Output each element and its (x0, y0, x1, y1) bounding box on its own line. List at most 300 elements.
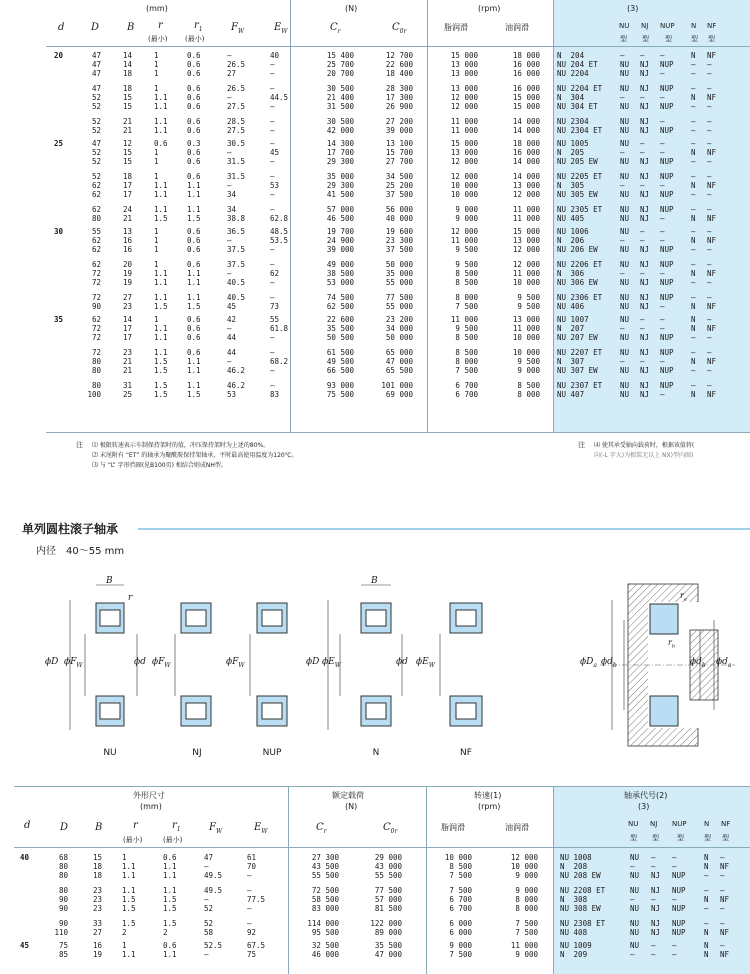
cell-r: 1.1 (154, 293, 168, 302)
cell-B: 24 (122, 205, 132, 214)
cell-r1: 1.1 (187, 381, 201, 390)
table-row (0, 870, 750, 882)
cell-oil: 12 000 (512, 245, 540, 254)
cell-nj: — (640, 148, 645, 157)
cell-code: NU 406 (557, 302, 585, 311)
cell-D: 62 (91, 315, 101, 324)
cell-nup: — (672, 862, 677, 871)
cell-n: N (691, 51, 696, 60)
cell-Fw: 40.5 (227, 278, 246, 287)
cell-r: 1 (154, 157, 159, 166)
cell-Fw: — (227, 181, 232, 190)
cell-nu: NU (630, 871, 640, 880)
cell-B: 15 (122, 93, 132, 102)
cell-nf: — (720, 919, 725, 928)
cell-nup: — (660, 117, 665, 126)
cell-D: 52 (91, 117, 101, 126)
cell-grease: 8 500 (455, 333, 478, 342)
cell-nj: — (651, 853, 656, 862)
cell-C0r: 29 000 (374, 853, 402, 862)
cell-code: NU 1008 (560, 853, 592, 862)
cell-Cr: 35 000 (326, 172, 354, 181)
cell-C0r: 47 000 (374, 950, 402, 959)
cell-r1: 0.6 (187, 157, 201, 166)
cell-B: 15 (92, 853, 102, 862)
cell-Cr: 20 700 (326, 69, 354, 78)
cell-code: NU 2307 ET (557, 381, 603, 390)
cell-Cr: 31 500 (326, 102, 354, 111)
cell-nj: NJ (640, 69, 650, 78)
cell-Cr: 42 000 (326, 126, 354, 135)
fig-nu-r: r (128, 593, 133, 603)
cell-nf: — (707, 348, 712, 357)
cell-nu: NU (620, 139, 630, 148)
cell-B: 31 (122, 381, 132, 390)
cell-r: 0.6 (154, 139, 168, 148)
cell-code: N 208 (560, 862, 588, 871)
cell-grease: 15 000 (450, 139, 478, 148)
top-bearing-table (0, 0, 750, 440)
cell-code: NU 2206 ET (557, 260, 603, 269)
cell-B: 18 (122, 172, 132, 181)
cell-code: NU 2308 ET (560, 919, 606, 928)
cell-r1: 0.6 (187, 315, 201, 324)
cell-n: — (691, 333, 696, 342)
speed-unit: (rpm) (478, 4, 501, 13)
cell-C0r: 50 000 (385, 333, 413, 342)
cell-grease: 12 000 (450, 172, 478, 181)
cell-oil: 11 000 (512, 214, 540, 223)
cell-Ew: — (270, 172, 275, 181)
col-Cr: $C_r$ (330, 22, 341, 35)
cell-C0r: 43 000 (374, 862, 402, 871)
cell-nu: — (620, 236, 625, 245)
cell-Fw: 46.2 (227, 381, 246, 390)
cell-oil: 8 000 (515, 904, 538, 913)
cell-D: 47 (91, 139, 101, 148)
cell-code: NU 2304 (557, 117, 589, 126)
cell-nu: NU (620, 245, 630, 254)
cell-B: 21 (122, 126, 132, 135)
col-Ew: $E_W$ (274, 22, 288, 35)
cell-nj: — (651, 941, 656, 950)
note-label-right: 注 (578, 441, 585, 449)
cell-nup: — (660, 51, 665, 60)
cell-nj: NJ (640, 60, 650, 69)
cell-Ew: 44.5 (270, 93, 289, 102)
cell-Cr: 14 300 (326, 139, 354, 148)
cell-Ew: — (270, 333, 275, 342)
b-col-oil: 油润滑 (505, 823, 529, 832)
cell-code: N 308 (560, 895, 588, 904)
cell-Fw: — (227, 269, 232, 278)
cell-B: 18 (122, 69, 132, 78)
cell-Ew: — (247, 919, 252, 928)
housing-ring-top (650, 604, 678, 634)
cell-code: NU 1007 (557, 315, 589, 324)
cell-nup: NUP (660, 84, 674, 93)
cell-Fw: 34 (227, 205, 237, 214)
cell-r: 1.1 (154, 117, 168, 126)
cell-Cr: 74 500 (326, 293, 354, 302)
cell-nj: — (640, 227, 645, 236)
note-4: ⑷ 使其承受轴向载荷时，根据该值将( (594, 442, 695, 449)
cell-Fw: 27 (227, 69, 237, 78)
cell-C0r: 26 900 (385, 102, 413, 111)
cell-d: 20 (54, 51, 64, 60)
cell-nup: NUP (672, 904, 686, 913)
cell-grease: 8 000 (455, 293, 478, 302)
b-col-nu: NU (628, 820, 639, 828)
cell-n: — (704, 904, 709, 913)
cell-r1: 1.5 (163, 904, 177, 913)
cell-Ew: — (270, 348, 275, 357)
cell-Ew: 73 (270, 302, 280, 311)
cell-nu: NU (620, 69, 630, 78)
cell-oil: 12 000 (510, 853, 538, 862)
cell-C0r: 50 000 (385, 260, 413, 269)
cell-grease: 7 500 (449, 950, 472, 959)
cell-Cr: 72 500 (311, 886, 339, 895)
cell-nf: NF (707, 51, 717, 60)
cell-nj: — (651, 862, 656, 871)
cell-n: N (691, 315, 696, 324)
cell-nj: NJ (640, 102, 650, 111)
cell-d: 45 (20, 941, 30, 950)
cell-grease: 7 500 (449, 871, 472, 880)
cell-nf: — (707, 260, 712, 269)
cell-code: NU 2305 ET (557, 205, 603, 214)
cell-nup: NUP (660, 126, 674, 135)
cell-B: 18 (92, 871, 102, 880)
cell-B: 17 (122, 324, 132, 333)
table-row (0, 332, 750, 344)
cell-r1: 0.6 (187, 245, 201, 254)
b-col-d: d (24, 820, 31, 831)
cell-Ew: 62 (270, 269, 280, 278)
cell-Fw: 49.5 (204, 871, 223, 880)
cell-r: 1.1 (154, 93, 168, 102)
b-col-nup: NUP (672, 820, 687, 828)
cell-nup: — (660, 302, 665, 311)
cell-nu: NU (620, 333, 630, 342)
cell-D: 72 (91, 348, 101, 357)
cell-C0r: 56 000 (385, 205, 413, 214)
cell-C0r: 19 600 (385, 227, 413, 236)
cell-nf: — (720, 886, 725, 895)
b-col-D: D (60, 822, 69, 833)
cell-Ew: 77.5 (247, 895, 266, 904)
cell-C0r: 101 000 (381, 381, 413, 390)
cell-Ew: 48.5 (270, 227, 289, 236)
cell-nf: NF (707, 148, 717, 157)
cell-grease: 12 000 (450, 227, 478, 236)
cell-nf: — (707, 117, 712, 126)
cell-grease: 9 500 (455, 245, 478, 254)
cell-nj: NJ (640, 205, 650, 214)
cell-D: 80 (58, 862, 68, 871)
cell-D: 62 (91, 260, 101, 269)
cell-code: NU 304 ET (557, 102, 598, 111)
cell-C0r: 77 500 (374, 886, 402, 895)
cell-grease: 13 000 (450, 69, 478, 78)
cell-oil: 16 000 (512, 148, 540, 157)
cell-D: 47 (91, 69, 101, 78)
cell-B: 18 (92, 862, 102, 871)
cell-oil: 16 000 (512, 69, 540, 78)
cell-nj: NJ (640, 278, 650, 287)
load-unit: (N) (345, 4, 358, 13)
cell-r1: 1.1 (163, 871, 177, 880)
cell-r1: 1.1 (187, 181, 201, 190)
cell-n: — (691, 227, 696, 236)
cell-n: N (704, 853, 709, 862)
cell-r: 1.5 (154, 214, 168, 223)
cell-D: 72 (91, 269, 101, 278)
cell-r: 1.1 (154, 333, 168, 342)
cell-Fw: 52.5 (204, 941, 223, 950)
cell-oil: 8 000 (517, 390, 540, 399)
cell-n: N (691, 214, 696, 223)
cell-r1: 0.6 (187, 51, 201, 60)
cell-nu: — (630, 895, 635, 904)
cell-D: 80 (58, 871, 68, 880)
cell-B: 23 (92, 886, 102, 895)
cell-nup: — (660, 181, 665, 190)
cell-nj: — (640, 357, 645, 366)
cell-nup: NUP (660, 260, 674, 269)
cell-n: — (691, 205, 696, 214)
cell-Cr: 57 000 (326, 205, 354, 214)
cell-Ew: — (270, 117, 275, 126)
cell-nj: — (640, 51, 645, 60)
cell-r: 1 (122, 941, 127, 950)
cell-r1: 0.6 (187, 69, 201, 78)
b-col-r1: $r_1$ (172, 820, 181, 833)
cell-nf: — (707, 205, 712, 214)
cell-nf: NF (707, 236, 717, 245)
cell-Cr: 32 500 (311, 941, 339, 950)
cell-nu: — (620, 51, 625, 60)
cell-Ew: 68.2 (270, 357, 289, 366)
cell-nf: — (707, 84, 712, 93)
cell-nup: NUP (672, 871, 686, 880)
b-load-group: 额定载荷 (332, 791, 364, 800)
cell-Cr: 66 500 (326, 366, 354, 375)
cell-B: 15 (122, 157, 132, 166)
table-row (0, 68, 750, 80)
cell-nj: — (651, 950, 656, 959)
cell-nu: — (630, 862, 635, 871)
cell-C0r: 34 000 (385, 324, 413, 333)
cell-nf: NF (707, 93, 717, 102)
cell-r: 1.1 (154, 324, 168, 333)
cell-nj: — (640, 269, 645, 278)
cell-nj: NJ (651, 928, 661, 937)
cell-oil: 14 000 (512, 117, 540, 126)
cell-C0r: 23 300 (385, 236, 413, 245)
cell-nup: — (660, 390, 665, 399)
cell-C0r: 55 000 (385, 278, 413, 287)
cell-C0r: 122 000 (370, 919, 402, 928)
col-r-min: (最小) (148, 35, 168, 43)
cell-nu: NU (630, 919, 640, 928)
cell-nup: NUP (660, 102, 674, 111)
cell-nu: NU (620, 315, 630, 324)
cell-oil: 16 000 (512, 60, 540, 69)
cell-r1: 0.6 (187, 260, 201, 269)
cell-nu: NU (620, 293, 630, 302)
cell-nup: NUP (660, 333, 674, 342)
fig-house-rb: $r_b$ (668, 638, 676, 650)
cell-Fw: — (227, 93, 232, 102)
cell-r1: 0.6 (187, 93, 201, 102)
cell-nu: NU (620, 366, 630, 375)
b-col-nj: NJ (650, 820, 658, 828)
cell-nj: — (640, 93, 645, 102)
cell-nu: NU (620, 214, 630, 223)
cell-Ew: — (270, 366, 275, 375)
cell-nj: NJ (640, 172, 650, 181)
cell-Cr: 25 700 (326, 60, 354, 69)
xing-4: 型 (691, 35, 698, 43)
cell-r1: 1.1 (187, 366, 201, 375)
cell-nup: — (660, 357, 665, 366)
cell-B: 19 (122, 278, 132, 287)
cell-C0r: 65 000 (385, 348, 413, 357)
cell-D: 72 (91, 293, 101, 302)
cell-r1: 0.6 (187, 126, 201, 135)
cell-D: 90 (58, 895, 68, 904)
cell-C0r: 15 700 (385, 148, 413, 157)
cell-Ew: 61.8 (270, 324, 289, 333)
cell-C0r: 65 500 (385, 366, 413, 375)
cell-nf: NF (720, 950, 730, 959)
cell-r: 1.1 (154, 190, 168, 199)
cell-C0r: 40 000 (385, 214, 413, 223)
cell-oil: 10 000 (512, 278, 540, 287)
col-Fw: $F_W$ (231, 22, 245, 35)
cell-oil: 15 000 (512, 93, 540, 102)
cell-Cr: 27 300 (311, 853, 339, 862)
cell-D: 62 (91, 181, 101, 190)
cell-r: 1.5 (122, 904, 136, 913)
cell-code: NU 405 (557, 214, 585, 223)
cell-Fw: — (204, 895, 209, 904)
cell-code: NU 1006 (557, 227, 589, 236)
cell-Cr: 43 500 (311, 862, 339, 871)
cell-r1: 0.6 (187, 84, 201, 93)
cell-Fw: 26.5 (227, 84, 246, 93)
cell-nj: NJ (640, 366, 650, 375)
cell-Fw: 38.8 (227, 214, 246, 223)
cell-Cr: 15 400 (326, 51, 354, 60)
cell-D: 72 (91, 324, 101, 333)
cell-Cr: 29 300 (326, 157, 354, 166)
cell-r: 1.5 (122, 919, 136, 928)
table-row (0, 156, 750, 168)
cell-B: 14 (122, 315, 132, 324)
col-nf: NF (707, 22, 717, 30)
cell-nf: — (707, 227, 712, 236)
cell-Cr: 53 000 (326, 278, 354, 287)
cell-Fw: 44 (227, 333, 237, 342)
cell-nu: NU (620, 84, 630, 93)
cell-Ew: — (270, 278, 275, 287)
cell-r1: 2 (163, 928, 168, 937)
cell-C0r: 18 400 (385, 69, 413, 78)
cell-B: 25 (122, 390, 132, 399)
cell-grease: 12 000 (450, 93, 478, 102)
cell-D: 100 (87, 390, 101, 399)
cell-nf: — (707, 381, 712, 390)
cell-nj: NJ (651, 919, 661, 928)
n-roller-bottom (366, 703, 386, 719)
cell-r: 2 (122, 928, 127, 937)
cell-n: — (691, 260, 696, 269)
col-r: r (158, 20, 163, 31)
cell-r: 1 (154, 236, 159, 245)
fig-label-nf: NF (460, 748, 472, 758)
cell-code: NU 307 EW (557, 366, 598, 375)
cell-Ew: 45 (270, 148, 280, 157)
cell-Fw: — (227, 236, 232, 245)
cell-nup: NUP (660, 278, 674, 287)
note-1: ⑴ 极限转速表示车制保持架时的值，冲压保持架时为上述的80%。 (92, 442, 270, 449)
col-B: B (127, 22, 135, 33)
cell-Fw: 45 (227, 302, 237, 311)
cell-n: — (691, 172, 696, 181)
cell-D: 90 (58, 904, 68, 913)
cell-grease: 10 000 (444, 853, 472, 862)
cell-nf: — (707, 102, 712, 111)
b-xing-1: 型 (630, 834, 637, 842)
cell-code: NU 2304 ET (557, 126, 603, 135)
cell-Cr: 41 500 (326, 190, 354, 199)
cell-nup: NUP (660, 245, 674, 254)
cell-n: N (691, 324, 696, 333)
cell-grease: 9 000 (455, 205, 478, 214)
cell-Ew: 75 (247, 950, 257, 959)
cell-D: 68 (58, 853, 68, 862)
cell-r1: 1.1 (163, 862, 177, 871)
cell-nup: — (660, 236, 665, 245)
cell-grease: 6 000 (449, 919, 472, 928)
cell-C0r: 27 200 (385, 117, 413, 126)
cell-Ew: 92 (247, 928, 257, 937)
b-col-n: N (704, 820, 710, 828)
cell-grease: 9 500 (455, 324, 478, 333)
cell-grease: 7 500 (449, 886, 472, 895)
xing-1: 型 (620, 35, 627, 43)
cell-D: 80 (91, 366, 101, 375)
cell-grease: 13 000 (450, 60, 478, 69)
cell-nup: NUP (672, 919, 686, 928)
cell-nj: NJ (640, 84, 650, 93)
cell-r: 1 (154, 172, 159, 181)
cell-B: 20 (122, 260, 132, 269)
b-dims-group: 外形尺寸 (133, 791, 165, 800)
cell-B: 33 (92, 919, 102, 928)
cell-r: 1.5 (122, 895, 136, 904)
cell-C0r: 35 000 (385, 269, 413, 278)
col-n: N (691, 22, 697, 30)
cell-nu: NU (630, 904, 640, 913)
cell-nup: NUP (660, 205, 674, 214)
cell-grease: 10 000 (450, 181, 478, 190)
cell-code: NU 205 EW (557, 157, 598, 166)
cell-n: — (691, 348, 696, 357)
